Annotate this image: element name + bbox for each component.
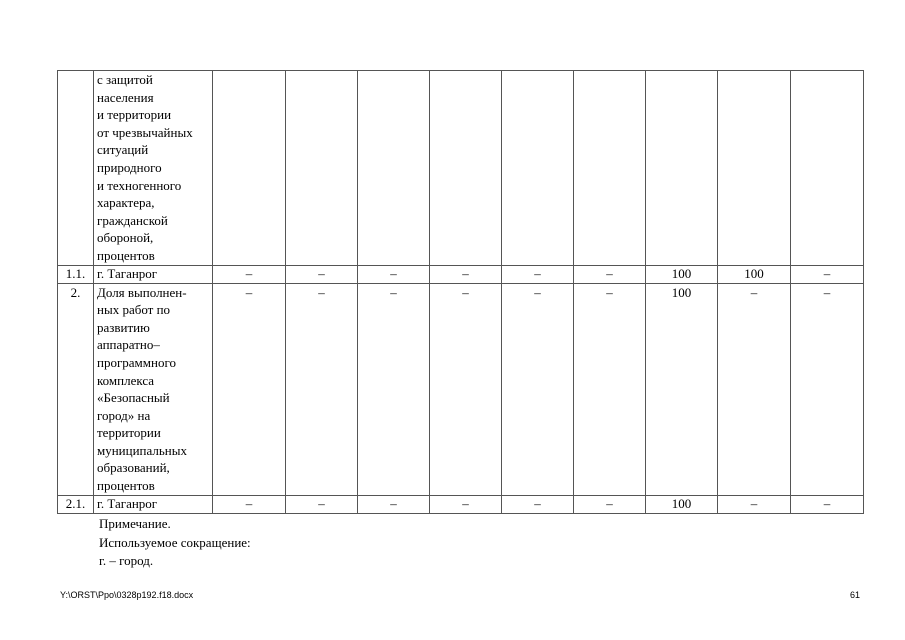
value-cell [430, 71, 502, 266]
value-cell: – [430, 283, 502, 495]
value-cell: – [358, 495, 430, 513]
value-cell: – [430, 265, 502, 283]
value-cell: – [286, 283, 358, 495]
indicator-name-cell: Доля выполнен- ных работ по развитию аппаратно– программного комплекса «Безопасный город» на территории муниципальных образований, процентов [94, 283, 213, 495]
indicator-name-cell: г. Таганрог [94, 265, 213, 283]
value-cell: – [574, 283, 646, 495]
value-cell [286, 71, 358, 266]
data-table [57, 70, 864, 514]
table-row [58, 71, 864, 266]
value-cell: – [213, 265, 286, 283]
table-row [58, 495, 864, 513]
value-cell: – [502, 283, 574, 495]
value-cell [213, 71, 286, 266]
value-cell [502, 71, 574, 266]
row-number-cell: 1.1. [58, 265, 94, 283]
note-abbreviation: г. – город. [99, 553, 154, 568]
value-cell: – [502, 495, 574, 513]
value-cell: – [286, 495, 358, 513]
table-row [58, 265, 864, 283]
table-body [58, 71, 864, 514]
value-cell: 100 [646, 495, 718, 513]
value-cell: – [213, 495, 286, 513]
note-heading: Примечание. [99, 516, 171, 531]
file-path: Y:\ORST\Ppo\0328p192.f18.docx [60, 590, 194, 600]
value-cell: – [358, 265, 430, 283]
notes-block [99, 515, 251, 571]
value-cell: – [430, 495, 502, 513]
note-abbreviation-title: Используемое сокращение: [99, 534, 251, 550]
value-cell: – [718, 283, 791, 495]
value-cell: – [286, 265, 358, 283]
row-number-cell: 2.1. [58, 495, 94, 513]
table-row [58, 283, 864, 495]
value-cell: – [574, 265, 646, 283]
value-cell: – [791, 265, 864, 283]
page-number: 61 [849, 590, 860, 600]
value-cell: – [502, 265, 574, 283]
value-cell [718, 71, 791, 266]
value-cell: 100 [718, 265, 791, 283]
value-cell: – [213, 283, 286, 495]
value-cell: 100 [646, 265, 718, 283]
value-cell: – [358, 283, 430, 495]
row-number-cell: 2. [58, 283, 94, 495]
value-cell: – [791, 283, 864, 495]
value-cell [646, 71, 718, 266]
value-cell [791, 71, 864, 266]
value-cell: 100 [646, 283, 718, 495]
indicator-name-cell: г. Таганрог [94, 495, 213, 513]
row-number-cell [58, 71, 94, 266]
value-cell: – [718, 495, 791, 513]
value-cell [574, 71, 646, 266]
value-cell: – [791, 495, 864, 513]
value-cell [358, 71, 430, 266]
value-cell: – [574, 495, 646, 513]
indicator-name-cell: с защитой населения и территории от чрезвычайных ситуаций природного и техногенного характера, гражданской обороной, процентов [94, 71, 213, 266]
